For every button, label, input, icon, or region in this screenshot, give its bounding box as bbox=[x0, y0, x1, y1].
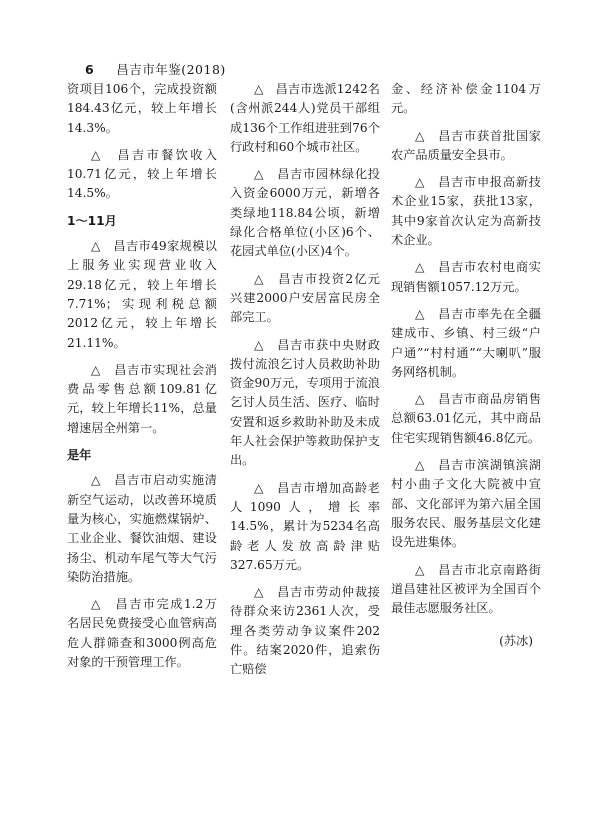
section-heading-jan-nov: 1～11月 bbox=[67, 213, 117, 228]
column-3 bbox=[391, 80, 541, 660]
paragraph-labor: △ 昌吉市劳动仲裁接待群众来访2361人次，受理各类劳动争议案件202件。结案2020件，追索伤亡赔偿 bbox=[230, 585, 380, 677]
paragraph-realestate: △ 昌吉市商品房销售总额63.01亿元，其中商品住宅实现销售额46.8亿元。 bbox=[391, 392, 541, 445]
paragraph-relief: △ 昌吉市获中央财政拨付流浪乞讨人员救助补助资金90万元，专项用于流浪乞讨人员生活、医疗、临时安置和返乡救助补助及未成年人社会保护等救助保护支出。 bbox=[230, 337, 380, 468]
paragraph-greening: △ 昌吉市园林绿化投入资金6000万元，新增各类绿地118.84公顷，新增绿化合格单位(小区)6个、花园式单位(小区)4个。 bbox=[230, 167, 380, 259]
paragraph-air: △ 昌吉市启动实施清新空气运动，以改善环境质量为核心，实施燃煤锅炉、工业企业、餐饮油烟、建设扬尘、机动车尾气等大气污染防治措施。 bbox=[67, 473, 217, 584]
paragraph-continuation: 金、经济补偿金1104万元。 bbox=[391, 82, 541, 116]
paragraph-ecommerce: △ 昌吉市农村电商实现销售额1057.12万元。 bbox=[391, 260, 541, 294]
paragraph-cadres: △ 昌吉市选派1242名(含州派244人)党员干部组成136个工作组进驻到76个行政村和60个城市社区。 bbox=[230, 82, 380, 154]
paragraph-quality: △ 昌吉市获首批国家农产品质量安全县市。 bbox=[391, 128, 541, 162]
paragraph-housing: △ 昌吉市投资2亿元兴建2000户安居富民房全部完工。 bbox=[230, 271, 380, 325]
author-credit: (苏冰) bbox=[499, 634, 533, 649]
paragraph-above-scale: △ 昌吉市49家规模以上服务业实现营业收入29.18亿元，较上年增长7.71%；实现利税总额2012亿元，较上年增长21.11%。 bbox=[67, 239, 217, 350]
paragraph-volunteer: △ 昌吉市北京南路街道昌建社区被评为全国百个最佳志愿服务社区。 bbox=[391, 562, 541, 616]
column-1 bbox=[67, 80, 217, 680]
paragraph-catering: △ 昌吉市餐饮收入10.71亿元，较上年增长14.5%。 bbox=[67, 147, 217, 201]
paragraph-hightech: △ 昌吉市申报高新技术企业15家，获批13家，其中9家首次认定为高新技术企业。 bbox=[391, 175, 541, 248]
paragraph-broadcast: △ 昌吉市率先在全疆建成市、乡镇、村三级“户户通”“村村通”“大喇叭”服务网络机制。 bbox=[391, 306, 541, 379]
book-title: 昌吉市年鉴(2018) bbox=[116, 62, 226, 77]
paragraph-culture: △ 昌吉市滨湖镇滨湖村小曲子文化大院被中宣部、文化部评为第六届全国服务农民、服务基层文化建设先进集体。 bbox=[391, 458, 541, 550]
paragraph-continuation: 资项目106个，完成投资额184.43亿元，较上年增长14.3%。 bbox=[67, 82, 217, 135]
page-number: 6 bbox=[85, 62, 95, 77]
paragraph-elderly: △ 昌吉市增加高龄老人1090人，增长率14.5%，累计为5234名高龄老人发放高龄津贴327.65万元。 bbox=[230, 480, 380, 572]
section-heading-year: 是年 bbox=[67, 448, 92, 463]
paragraph-retail: △ 昌吉市实现社会消费品零售总额109.81亿元，较上年增长11%，总量增速居全州第一。 bbox=[67, 362, 217, 435]
paragraph-screening: △ 昌吉市完成1.2万名居民免费接受心血管病高危人群筛查和3000例高危对象的干预管理工作。 bbox=[67, 597, 217, 670]
page-header bbox=[85, 60, 226, 78]
column-2 bbox=[230, 80, 380, 688]
